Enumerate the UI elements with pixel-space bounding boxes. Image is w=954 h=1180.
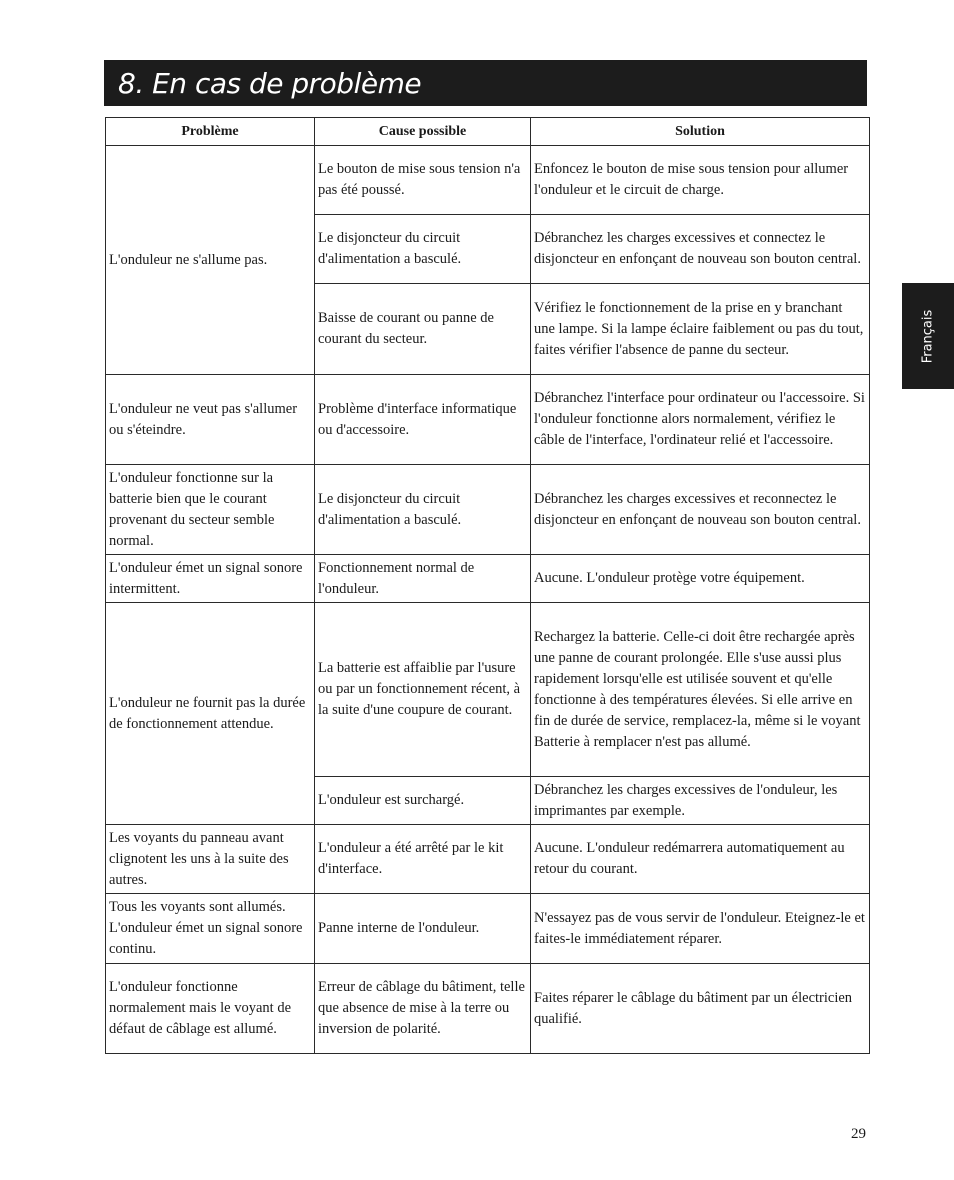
troubleshooting-table [105,117,870,1054]
cause-cell: Le disjoncteur du circuit d'alimentation a basculé. [315,215,531,284]
table-row [106,964,870,1054]
cause-cell: Problème d'interface informatique ou d'accessoire. [315,375,531,465]
cause-cell: L'onduleur a été arrêté par le kit d'interface. [315,825,531,894]
page-number: 29 [851,1126,866,1142]
solution-cell: N'essayez pas de vous servir de l'onduleur. Eteignez-le et faites-le immédiatement réparer. [531,894,870,964]
solution-cell: Rechargez la batterie. Celle-ci doit être rechargée après une panne de courant prolongée. Elle s'use aussi plus rapidement lorsqu'elle est utilisée souvent et qu'elle fonctionne à des températures élevées. Si elle arrive en fin de durée de service, remplacez-la, même si le voyant Batterie à remplacer n'est pas allumé. [531,603,870,777]
cause-cell: L'onduleur est surchargé. [315,777,531,825]
problem-cell: L'onduleur fonctionne normalement mais le voyant de défaut de câblage est allumé. [106,964,315,1054]
problem-cell: L'onduleur ne veut pas s'allumer ou s'éteindre. [106,375,315,465]
section-title: 8. En cas de problème [118,66,422,100]
cause-cell: Fonctionnement normal de l'onduleur. [315,555,531,603]
cause-cell: La batterie est affaiblie par l'usure ou par un fonctionnement récent, à la suite d'une coupure de courant. [315,603,531,777]
solution-cell: Vérifiez le fonctionnement de la prise en y branchant une lampe. Si la lampe éclaire faiblement ou pas du tout, faites vérifier l'absence de panne du secteur. [531,284,870,375]
section-title-bar [104,60,867,106]
solution-cell: Débranchez les charges excessives de l'onduleur, les imprimantes par exemple. [531,777,870,825]
header-cause: Cause possible [315,118,531,146]
table-row [106,555,870,603]
solution-cell: Débranchez les charges excessives et reconnectez le disjoncteur en enfonçant de nouveau son bouton central. [531,465,870,555]
cause-cell: Le bouton de mise sous tension n'a pas été poussé. [315,146,531,215]
table-row [106,375,870,465]
table-header-row [106,118,870,146]
table-row [106,146,870,215]
problem-cell: L'onduleur ne s'allume pas. [106,146,315,375]
solution-cell: Débranchez les charges excessives et connectez le disjoncteur en enfonçant de nouveau son bouton central. [531,215,870,284]
table-row [106,603,870,777]
solution-cell: Aucune. L'onduleur redémarrera automatiquement au retour du courant. [531,825,870,894]
table-row [106,465,870,555]
cause-cell: Panne interne de l'onduleur. [315,894,531,964]
header-problem: Problème [106,118,315,146]
table-row [106,894,870,964]
problem-cell: Tous les voyants sont allumés. L'onduleur émet un signal sonore continu. [106,894,315,964]
solution-cell: Enfoncez le bouton de mise sous tension pour allumer l'onduleur et le circuit de charge. [531,146,870,215]
solution-cell: Débranchez l'interface pour ordinateur ou l'accessoire. Si l'onduleur fonctionne alors normalement, vérifiez le câble de l'interface, l'ordinateur relié et l'accessoire. [531,375,870,465]
problem-cell: L'onduleur fonctionne sur la batterie bien que le courant provenant du secteur semble normal. [106,465,315,555]
cause-cell: Le disjoncteur du circuit d'alimentation a basculé. [315,465,531,555]
table-row [106,825,870,894]
problem-cell: L'onduleur ne fournit pas la durée de fonctionnement attendue. [106,603,315,825]
solution-cell: Aucune. L'onduleur protège votre équipement. [531,555,870,603]
cause-cell: Baisse de courant ou panne de courant du secteur. [315,284,531,375]
language-side-tab [902,283,954,389]
cause-cell: Erreur de câblage du bâtiment, telle que absence de mise à la terre ou inversion de polarité. [315,964,531,1054]
language-tab-label: Français [920,309,936,363]
solution-cell: Faites réparer le câblage du bâtiment par un électricien qualifié. [531,964,870,1054]
problem-cell: Les voyants du panneau avant clignotent les uns à la suite des autres. [106,825,315,894]
header-solution: Solution [531,118,870,146]
problem-cell: L'onduleur émet un signal sonore intermittent. [106,555,315,603]
